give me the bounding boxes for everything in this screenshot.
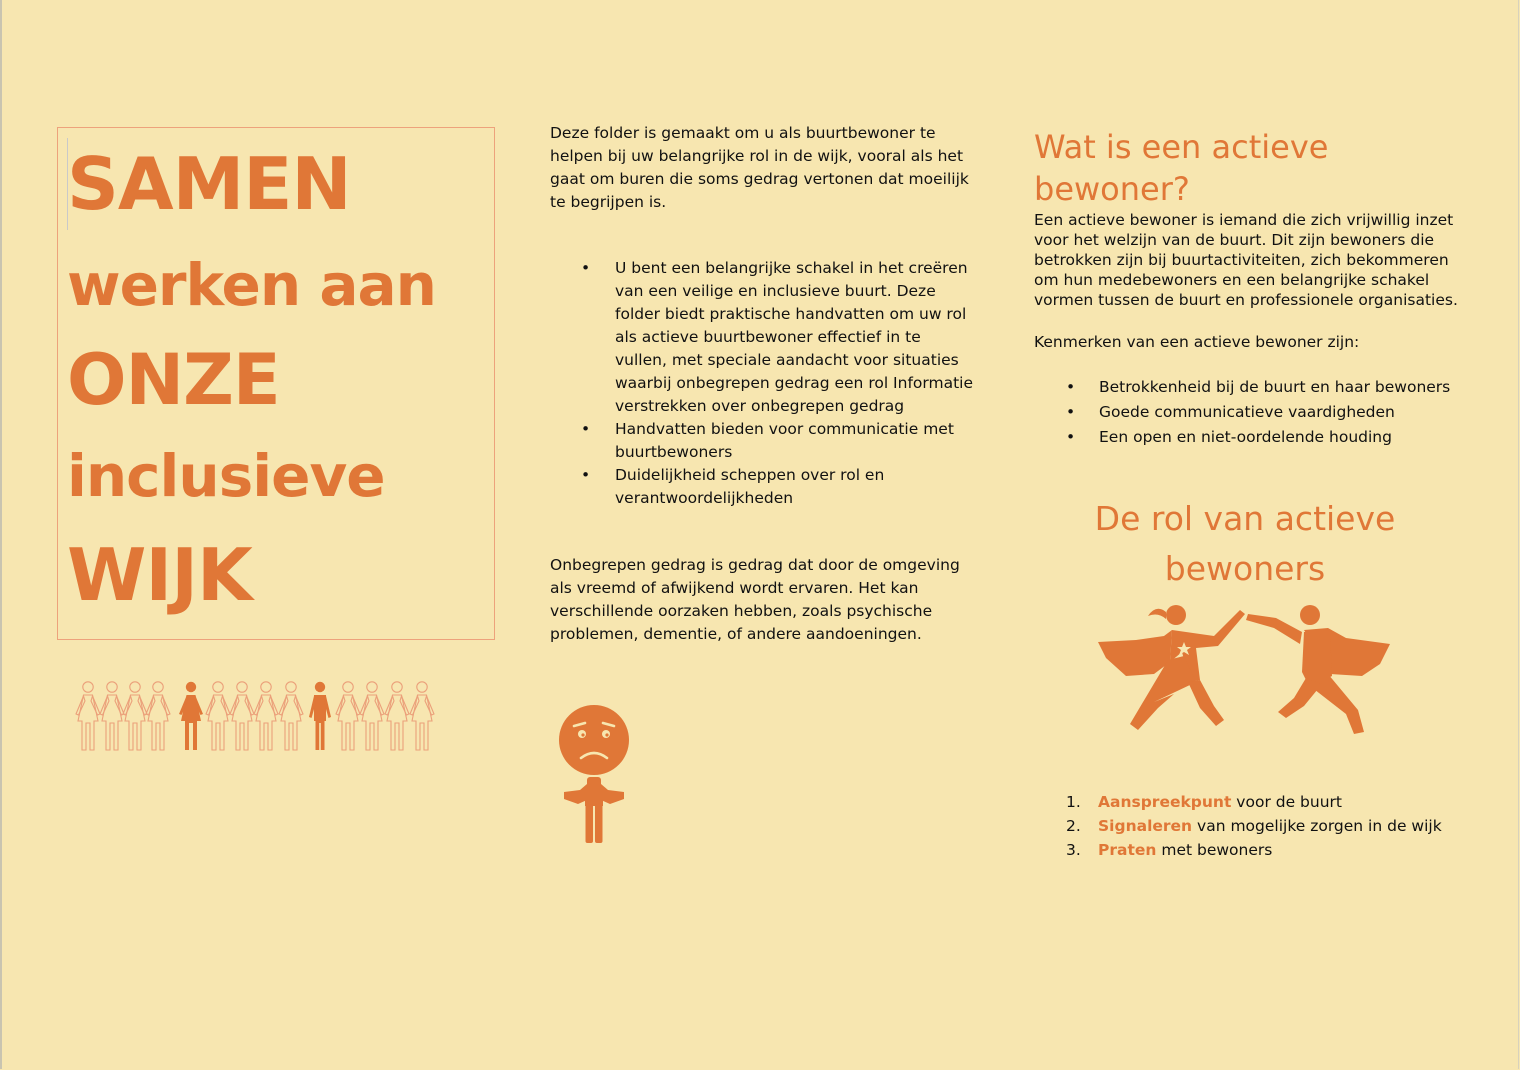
active-resident-heading: Wat is een actieve bewoner? xyxy=(1034,128,1329,208)
bullet-text: Handvatten bieden voor communicatie met buurtbewoners xyxy=(615,420,954,461)
cover-title-line-1: SAMEN xyxy=(67,142,351,226)
list-item xyxy=(550,257,975,418)
role-keyword: Signaleren xyxy=(1098,817,1193,835)
worried-person-icon xyxy=(556,704,632,844)
traits-list xyxy=(1034,375,1474,450)
list-number: 1. xyxy=(1066,793,1081,811)
list-item xyxy=(550,464,975,510)
list-item xyxy=(1034,400,1474,425)
list-item xyxy=(1034,375,1474,400)
cover-title-line-5: WIJK xyxy=(67,533,252,617)
list-item xyxy=(1034,425,1474,450)
bullet-dot: • xyxy=(1066,403,1076,421)
active-resident-description: Een actieve bewoner is iemand die zich vrijwillig inzet voor het welzijn van de buurt. Dit zijn bewoners die betrokken zijn bij buurtactiviteiten, zich bekommeren om hun medebewoners en een belangrijke schakel vormen tussen de buurt en professionele organisaties. xyxy=(1034,211,1458,309)
trait-text: Goede communicatieve vaardigheden xyxy=(1099,403,1395,421)
cover-title-box[interactable] xyxy=(57,127,495,640)
list-item xyxy=(1064,814,1442,838)
list-item xyxy=(550,418,975,464)
intro-paragraph: Deze folder is gemaakt om u als buurtbewoner te helpen bij uw belangrijke rol in de wijk, vooral als het gaat om buren die soms gedrag vertonen dat moeilijk te begrijpen is. xyxy=(550,124,969,211)
active-resident-section xyxy=(1034,126,1474,450)
list-item xyxy=(1064,790,1442,814)
role-keyword: Aanspreekpunt xyxy=(1098,793,1232,811)
list-number: 2. xyxy=(1066,817,1081,835)
intro-bullet-list xyxy=(550,257,975,510)
intro-column xyxy=(550,122,975,646)
bullet-dot: • xyxy=(581,420,591,438)
bullet-text: U bent een belangrijke schakel in het creëren van een veilige en inclusieve buurt. Deze folder biedt praktische handvatten om uw rol als actieve buurtbewoner effectief in te vullen, met speciale aandacht voor situaties waarbij onbegrepen gedrag een rol Informatie verstrekken over onbegrepen gedrag xyxy=(615,259,974,415)
superheroes-icon xyxy=(1096,602,1392,737)
role-text: van mogelijke zorgen in de wijk xyxy=(1192,817,1442,835)
trait-text: Betrokkenheid bij de buurt en haar bewoners xyxy=(1099,378,1451,396)
bullet-dot: • xyxy=(581,466,591,484)
role-text: voor de buurt xyxy=(1231,793,1342,811)
cover-title-line-4: inclusieve xyxy=(67,442,385,510)
role-heading: De rol van actieve bewoners xyxy=(1094,499,1396,588)
people-row-icon xyxy=(72,681,440,753)
bullet-dot: • xyxy=(581,259,591,277)
role-list xyxy=(1064,790,1442,862)
list-number: 3. xyxy=(1066,841,1081,859)
traits-label: Kenmerken van een actieve bewoner zijn: xyxy=(1034,333,1360,351)
role-text: met bewoners xyxy=(1156,841,1273,859)
bullet-text: Duidelijkheid scheppen over rol en verantwoordelijkheden xyxy=(615,466,885,507)
bullet-dot: • xyxy=(1066,378,1076,396)
list-item xyxy=(1064,838,1442,862)
definition-paragraph: Onbegrepen gedrag is gedrag dat door de omgeving als vreemd of afwijkend wordt ervaren. Het kan verschillende oorzaken hebben, zoals psychische problemen, dementie, of andere aandoeningen. xyxy=(550,556,960,643)
bullet-dot: • xyxy=(1066,428,1076,446)
role-keyword: Praten xyxy=(1098,841,1157,859)
trait-text: Een open en niet-oordelende houding xyxy=(1099,428,1392,446)
cover-title-line-3: ONZE xyxy=(67,339,280,421)
cover-title-line-2: werken aan xyxy=(67,251,436,319)
